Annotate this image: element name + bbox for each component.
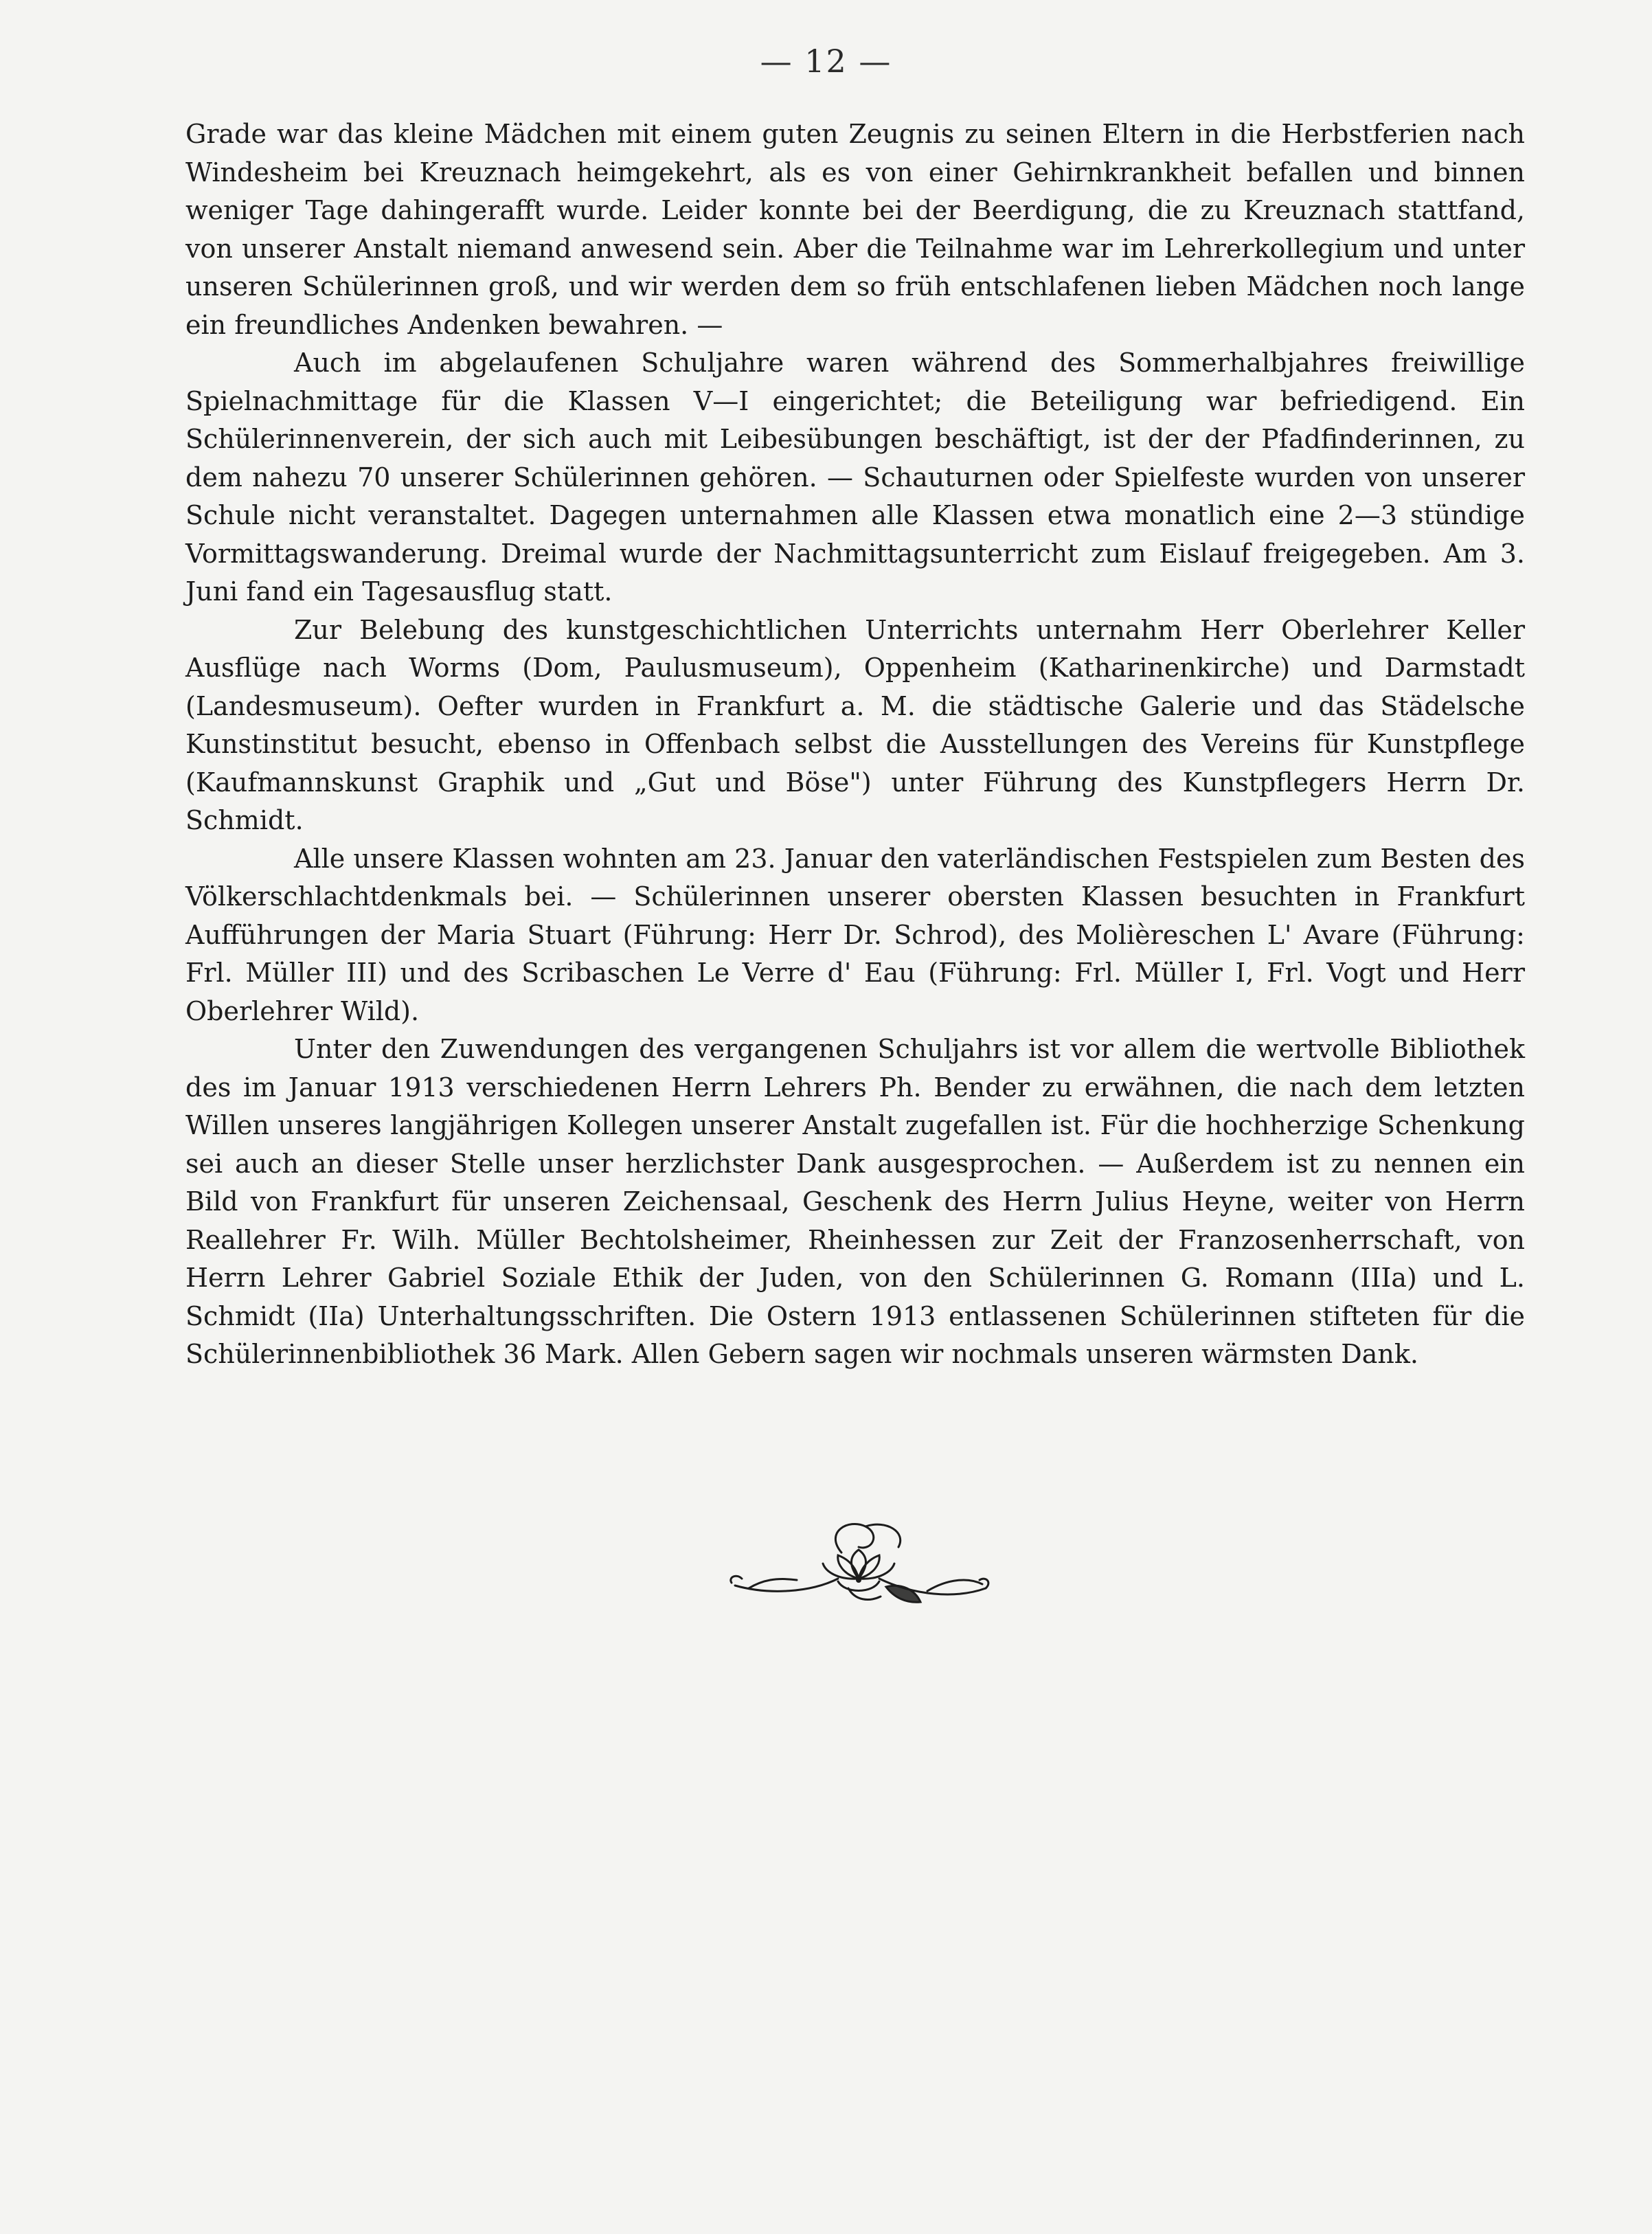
paragraph-illness-notice: Grade war das kleine Mädchen mit einem guten Zeugnis zu seinen Eltern in die Herbstferien nach Windesheim bei Kreuznach heimgekehrt, als es von einer Gehirnkrankheit befallen und binnen weniger Tage dahingerafft wurde. Leider konnte bei der Beerdigung, die zu Kreuznach stattfand, von unserer Anstalt niemand anwesend sein. Aber die Teilnahme war im Lehrerkollegium und unter unseren Schülerinnen groß, und wir werden dem so früh entschlafenen lieben Mädchen noch lange ein freundliches Andenken bewahren. — (185, 119, 1525, 340)
floral-ornament-icon (721, 1511, 996, 1621)
body-text (185, 115, 1525, 1374)
paragraph-sports: Auch im abgelaufenen Schuljahre waren während des Sommerhalbjahres freiwillige Spielnachmittage für die Klassen V—I eingerichtet; die Beteiligung war befriedigend. Ein Schülerinnenverein, der sich auch mit Leibesübungen beschäftigt, ist der der Pfadfinderinnen, zu dem nahezu 70 unserer Schülerinnen gehören. — Schauturnen oder Spielfeste wurden von unserer Schule nicht veranstaltet. Dagegen unternahmen alle Klassen etwa monatlich eine 2—3 stündige Vormittagswanderung. Dreimal wurde der Nachmittagsunterricht zum Eislauf freigegeben. Am 3. Juni fand ein Tagesausflug statt. (185, 348, 1525, 607)
paragraph-festivals-theatre: Alle unsere Klassen wohnten am 23. Januar den vaterländischen Festspielen zum Besten des Völkerschlachtdenkmals bei. — Schülerinnen unserer obersten Klassen besuchten in Frankfurt Aufführungen der Maria Stuart (Führung: Herr Dr. Schrod), des Molièreschen L' Avare (Führung: Frl. Müller III) und des Scribaschen Le Verre d' Eau (Führung: Frl. Müller I, Frl. Vogt und Herr Oberlehrer Wild). (185, 843, 1525, 1026)
paragraph-art-history: Zur Belebung des kunstgeschichtlichen Unterrichts unternahm Herr Oberlehrer Keller Ausflüge nach Worms (Dom, Paulusmuseum), Oppenheim (Katharinenkirche) und Darmstadt (Landesmuseum). Oefter wurden in Frankfurt a. M. die städtische Galerie und das Städelsche Kunstinstitut besucht, ebenso in Offenbach selbst die Ausstellungen des Vereins für Kunstpflege (Kaufmannskunst Graphik und „Gut und Böse") unter Führung des Kunstpflegers Herrn Dr. Schmidt. (185, 614, 1525, 835)
page-number: — 12 — (760, 43, 892, 80)
paragraph-donations: Unter den Zuwendungen des vergangenen Schuljahrs ist vor allem die wertvolle Bibliothek des im Januar 1913 verschiedenen Herrn Lehrers Ph. Bender zu erwähnen, die nach dem letzten Willen unseres langjährigen Kollegen unserer Anstalt zugefallen ist. Für die hochherzige Schenkung sei auch an dieser Stelle unser herzlichster Dank ausgesprochen. — Außerdem ist zu nennen ein Bild von Frankfurt für unseren Zeichensaal, Geschenk des Herrn Julius Heyne, weiter von Herrn Reallehrer Fr. Wilh. Müller Bechtolsheimer, Rheinhessen zur Zeit der Franzosenherrschaft, von Herrn Lehrer Gabriel Soziale Ethik der Juden, von den Schülerinnen G. Romann (IIIa) und L. Schmidt (IIa) Unterhaltungsschriften. Die Ostern 1913 entlassenen Schülerinnen stifteten für die Schülerinnenbibliothek 36 Mark. Allen Gebern sagen wir nochmals unseren wärmsten Dank. (185, 1034, 1525, 1369)
